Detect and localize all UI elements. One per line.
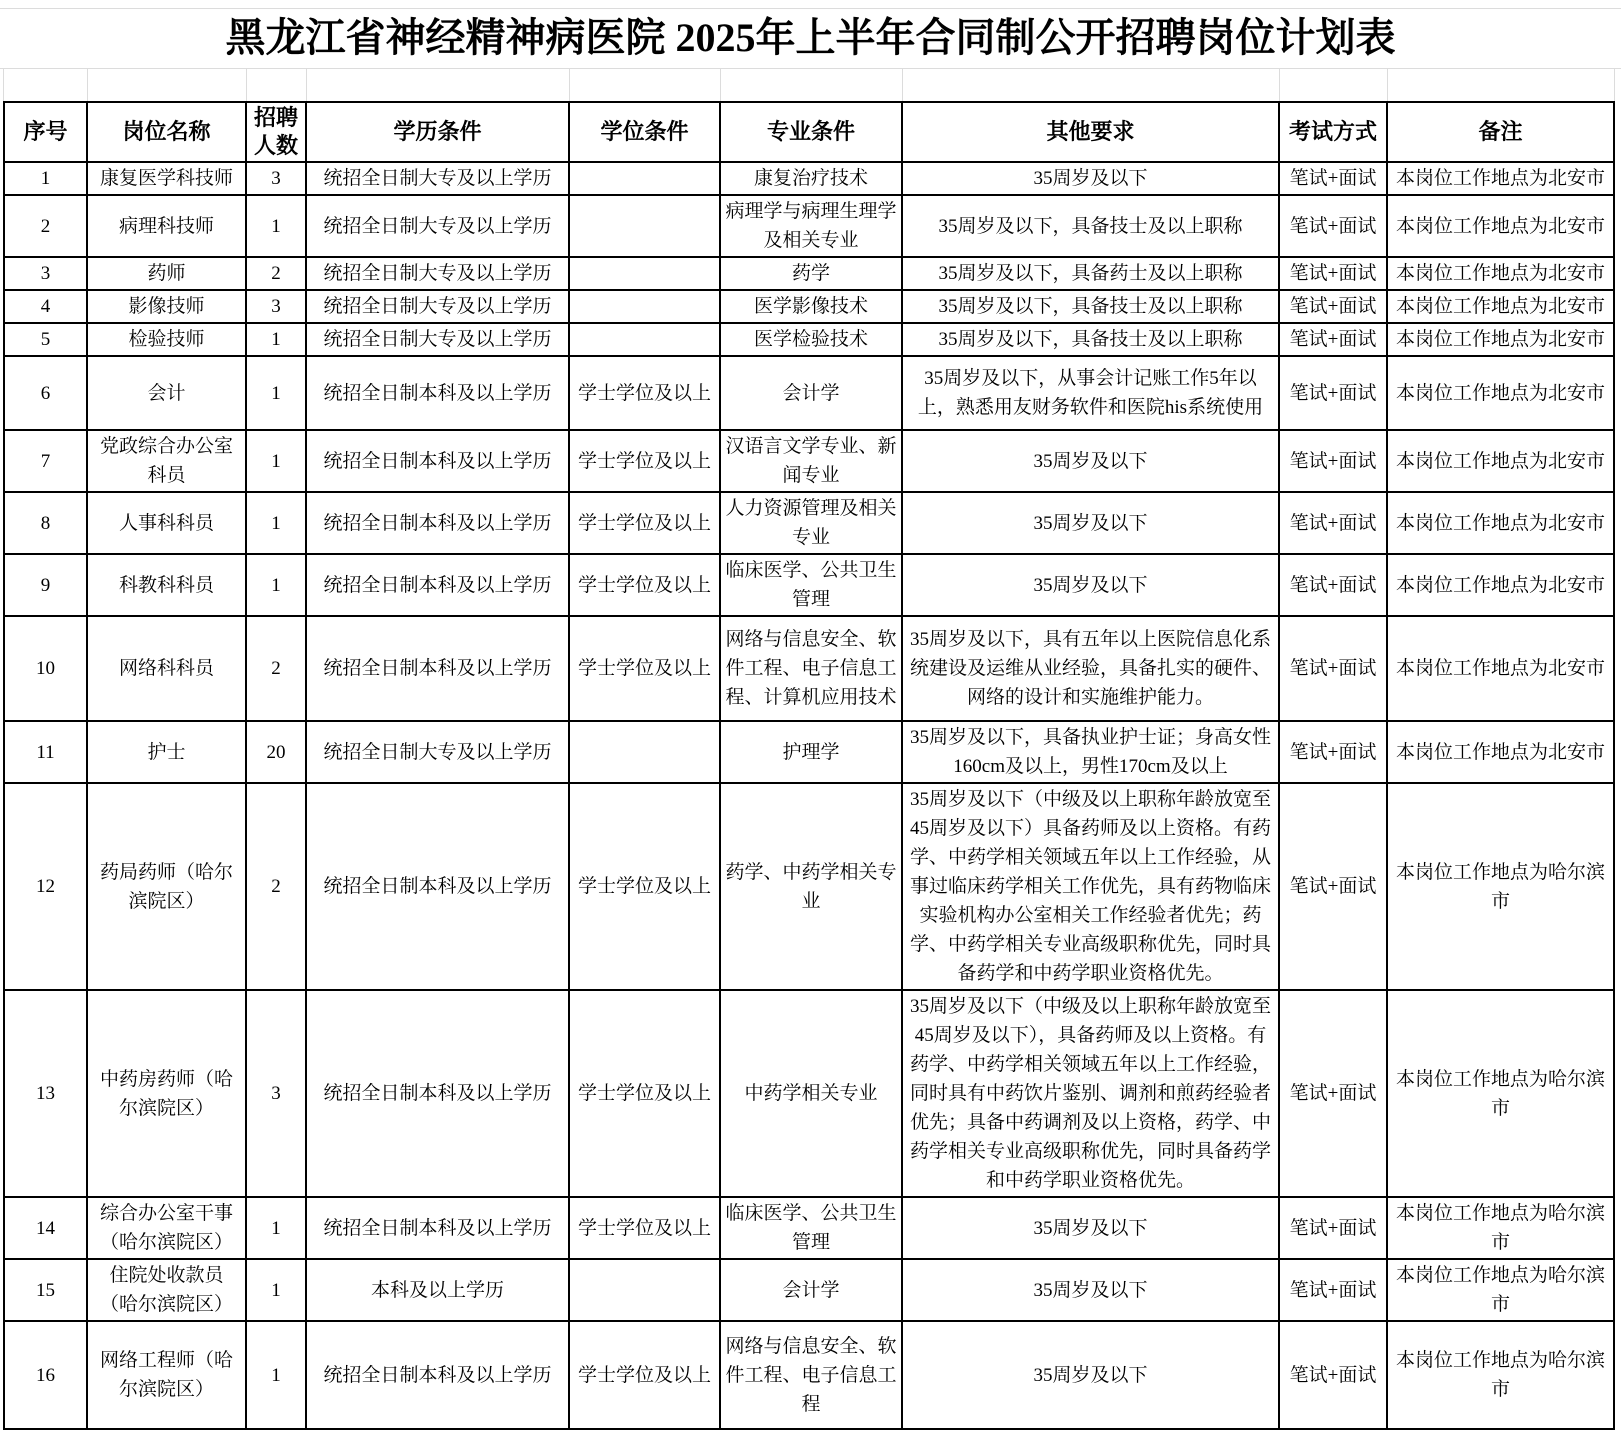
cell-education-requirement: 统招全日制大专及以上学历 — [306, 323, 569, 356]
cell-education-requirement: 统招全日制大专及以上学历 — [306, 257, 569, 290]
cell-position-name: 科教科科员 — [87, 554, 246, 616]
cell-remark: 本岗位工作地点为北安市 — [1387, 257, 1614, 290]
cell-remark: 本岗位工作地点为北安市 — [1387, 616, 1614, 721]
table-row — [4, 356, 1614, 430]
cell-remark: 本岗位工作地点为哈尔滨市 — [1387, 990, 1614, 1197]
cell-degree-requirement: 学士学位及以上 — [569, 783, 720, 990]
cell-position-name: 综合办公室干事（哈尔滨院区） — [87, 1197, 246, 1259]
cell-education-requirement: 统招全日制本科及以上学历 — [306, 783, 569, 990]
recruitment-table — [3, 101, 1615, 1430]
cell-index: 6 — [4, 356, 87, 430]
cell-remark: 本岗位工作地点为哈尔滨市 — [1387, 1259, 1614, 1321]
cell-degree-requirement — [569, 323, 720, 356]
cell-index: 3 — [4, 257, 87, 290]
cell-headcount: 1 — [246, 195, 306, 257]
table-row — [4, 195, 1614, 257]
cell-position-name: 会计 — [87, 356, 246, 430]
gridline — [902, 69, 903, 102]
cell-education-requirement: 统招全日制大专及以上学历 — [306, 162, 569, 195]
cell-other-requirements: 35周岁及以下，具备执业护士证；身高女性160cm及以上，男性170cm及以上 — [902, 721, 1279, 783]
cell-degree-requirement: 学士学位及以上 — [569, 990, 720, 1197]
cell-major-requirement: 药学 — [720, 257, 902, 290]
cell-headcount: 1 — [246, 323, 306, 356]
cell-exam-method: 笔试+面试 — [1279, 290, 1387, 323]
cell-headcount: 2 — [246, 257, 306, 290]
cell-degree-requirement: 学士学位及以上 — [569, 616, 720, 721]
cell-other-requirements: 35周岁及以下 — [902, 492, 1279, 554]
cell-education-requirement: 统招全日制本科及以上学历 — [306, 554, 569, 616]
cell-degree-requirement: 学士学位及以上 — [569, 430, 720, 492]
cell-education-requirement: 统招全日制本科及以上学历 — [306, 1197, 569, 1259]
cell-major-requirement: 医学影像技术 — [720, 290, 902, 323]
gridline — [3, 69, 4, 102]
cell-index: 10 — [4, 616, 87, 721]
gridline — [720, 69, 721, 102]
cell-major-requirement: 网络与信息安全、软件工程、电子信息工程 — [720, 1321, 902, 1429]
cell-other-requirements: 35周岁及以下，具有五年以上医院信息化系统建设及运维从业经验，具备扎实的硬件、网络的设计和实施维护能力。 — [902, 616, 1279, 721]
gridline — [87, 69, 88, 102]
cell-index: 7 — [4, 430, 87, 492]
cell-other-requirements: 35周岁及以下（中级及以上职称年龄放宽至45周岁及以下），具备药师及以上资格。有药学、中药学相关领域五年以上工作经验，同时具有中药饮片鉴别、调剂和煎药经验者优先；具备中药调剂及以上资格，药学、中药学相关专业高级职称优先，同时具备药学和中药学职业资格优先。 — [902, 990, 1279, 1197]
cell-index: 14 — [4, 1197, 87, 1259]
cell-index: 12 — [4, 783, 87, 990]
cell-education-requirement: 统招全日制本科及以上学历 — [306, 492, 569, 554]
cell-exam-method: 笔试+面试 — [1279, 1197, 1387, 1259]
table-row — [4, 323, 1614, 356]
cell-major-requirement: 中药学相关专业 — [720, 990, 902, 1197]
cell-other-requirements: 35周岁及以下，具备技士及以上职称 — [902, 195, 1279, 257]
cell-degree-requirement — [569, 721, 720, 783]
cell-headcount: 3 — [246, 990, 306, 1197]
cell-position-name: 网络科科员 — [87, 616, 246, 721]
cell-headcount: 1 — [246, 356, 306, 430]
cell-position-name: 检验技师 — [87, 323, 246, 356]
cell-index: 2 — [4, 195, 87, 257]
cell-index: 4 — [4, 290, 87, 323]
header-cell-index: 序号 — [4, 102, 87, 162]
gridline — [246, 69, 247, 102]
cell-major-requirement: 药学、中药学相关专业 — [720, 783, 902, 990]
cell-headcount: 2 — [246, 783, 306, 990]
cell-remark: 本岗位工作地点为北安市 — [1387, 162, 1614, 195]
table-row — [4, 430, 1614, 492]
page-title: 黑龙江省神经精神病医院 2025年上半年合同制公开招聘岗位计划表 — [225, 15, 1396, 60]
cell-exam-method: 笔试+面试 — [1279, 990, 1387, 1197]
cell-other-requirements: 35周岁及以下 — [902, 162, 1279, 195]
cell-index: 1 — [4, 162, 87, 195]
header-row — [4, 102, 1614, 162]
cell-major-requirement: 护理学 — [720, 721, 902, 783]
cell-remark: 本岗位工作地点为哈尔滨市 — [1387, 1321, 1614, 1429]
cell-headcount: 1 — [246, 1197, 306, 1259]
cell-headcount: 1 — [246, 554, 306, 616]
cell-major-requirement: 病理学与病理生理学及相关专业 — [720, 195, 902, 257]
table-row — [4, 290, 1614, 323]
cell-exam-method: 笔试+面试 — [1279, 1321, 1387, 1429]
cell-position-name: 药师 — [87, 257, 246, 290]
cell-position-name: 党政综合办公室科员 — [87, 430, 246, 492]
cell-index: 5 — [4, 323, 87, 356]
cell-degree-requirement: 学士学位及以上 — [569, 356, 720, 430]
table-row — [4, 1321, 1614, 1429]
cell-education-requirement: 统招全日制大专及以上学历 — [306, 290, 569, 323]
gridline — [1279, 69, 1280, 102]
cell-headcount: 20 — [246, 721, 306, 783]
cell-other-requirements: 35周岁及以下 — [902, 430, 1279, 492]
cell-degree-requirement: 学士学位及以上 — [569, 492, 720, 554]
cell-position-name: 住院处收款员（哈尔滨院区） — [87, 1259, 246, 1321]
cell-other-requirements: 35周岁及以下 — [902, 1321, 1279, 1429]
cell-index: 15 — [4, 1259, 87, 1321]
cell-headcount: 3 — [246, 290, 306, 323]
cell-education-requirement: 统招全日制大专及以上学历 — [306, 721, 569, 783]
cell-education-requirement: 统招全日制本科及以上学历 — [306, 430, 569, 492]
cell-index: 9 — [4, 554, 87, 616]
cell-major-requirement: 人力资源管理及相关专业 — [720, 492, 902, 554]
table-row — [4, 492, 1614, 554]
cell-education-requirement: 统招全日制本科及以上学历 — [306, 356, 569, 430]
cell-index: 11 — [4, 721, 87, 783]
cell-exam-method: 笔试+面试 — [1279, 616, 1387, 721]
cell-exam-method: 笔试+面试 — [1279, 257, 1387, 290]
cell-remark: 本岗位工作地点为哈尔滨市 — [1387, 783, 1614, 990]
cell-exam-method: 笔试+面试 — [1279, 492, 1387, 554]
cell-degree-requirement — [569, 1259, 720, 1321]
cell-position-name: 影像技师 — [87, 290, 246, 323]
header-cell-other-requirements: 其他要求 — [902, 102, 1279, 162]
cell-exam-method: 笔试+面试 — [1279, 721, 1387, 783]
cell-headcount: 1 — [246, 430, 306, 492]
cell-remark: 本岗位工作地点为北安市 — [1387, 195, 1614, 257]
cell-position-name: 康复医学科技师 — [87, 162, 246, 195]
cell-exam-method: 笔试+面试 — [1279, 195, 1387, 257]
table-row — [4, 990, 1614, 1197]
cell-remark: 本岗位工作地点为北安市 — [1387, 323, 1614, 356]
cell-education-requirement: 统招全日制本科及以上学历 — [306, 990, 569, 1197]
cell-major-requirement: 汉语言文学专业、新闻专业 — [720, 430, 902, 492]
header-cell-headcount: 招聘人数 — [246, 102, 306, 162]
cell-education-requirement: 本科及以上学历 — [306, 1259, 569, 1321]
cell-remark: 本岗位工作地点为北安市 — [1387, 290, 1614, 323]
cell-degree-requirement — [569, 257, 720, 290]
cell-position-name: 中药房药师（哈尔滨院区） — [87, 990, 246, 1197]
cell-exam-method: 笔试+面试 — [1279, 1259, 1387, 1321]
table-row — [4, 1197, 1614, 1259]
table-row — [4, 783, 1614, 990]
cell-remark: 本岗位工作地点为北安市 — [1387, 554, 1614, 616]
cell-headcount: 2 — [246, 616, 306, 721]
spacer-row — [0, 68, 1621, 102]
header-cell-position: 岗位名称 — [87, 102, 246, 162]
cell-index: 13 — [4, 990, 87, 1197]
cell-position-name: 药局药师（哈尔滨院区） — [87, 783, 246, 990]
cell-remark: 本岗位工作地点为北安市 — [1387, 721, 1614, 783]
table-row — [4, 257, 1614, 290]
cell-degree-requirement — [569, 195, 720, 257]
cell-other-requirements: 35周岁及以下，具备药士及以上职称 — [902, 257, 1279, 290]
cell-other-requirements: 35周岁及以下，从事会计记账工作5年以上，熟悉用友财务软件和医院his系统使用 — [902, 356, 1279, 430]
cell-degree-requirement — [569, 162, 720, 195]
cell-remark: 本岗位工作地点为哈尔滨市 — [1387, 1197, 1614, 1259]
table-row — [4, 616, 1614, 721]
cell-headcount: 1 — [246, 1321, 306, 1429]
gridline — [1387, 69, 1388, 102]
cell-other-requirements: 35周岁及以下 — [902, 1259, 1279, 1321]
cell-degree-requirement — [569, 290, 720, 323]
header-cell-exam-method: 考试方式 — [1279, 102, 1387, 162]
header-cell-degree: 学位条件 — [569, 102, 720, 162]
cell-other-requirements: 35周岁及以下，具备技士及以上职称 — [902, 290, 1279, 323]
cell-major-requirement: 临床医学、公共卫生管理 — [720, 1197, 902, 1259]
cell-exam-method: 笔试+面试 — [1279, 554, 1387, 616]
cell-position-name: 病理科技师 — [87, 195, 246, 257]
cell-other-requirements: 35周岁及以下（中级及以上职称年龄放宽至45周岁及以下）具备药师及以上资格。有药学、中药学相关领域五年以上工作经验，从事过临床药学相关工作优先，具有药物临床实验机构办公室相关工作经验者优先；药学、中药学相关专业高级职称优先，同时具备药学和中药学职业资格优先。 — [902, 783, 1279, 990]
cell-other-requirements: 35周岁及以下 — [902, 554, 1279, 616]
table-row — [4, 1259, 1614, 1321]
cell-major-requirement: 会计学 — [720, 1259, 902, 1321]
table-row — [4, 554, 1614, 616]
cell-index: 16 — [4, 1321, 87, 1429]
cell-position-name: 人事科科员 — [87, 492, 246, 554]
cell-major-requirement: 康复治疗技术 — [720, 162, 902, 195]
gridline — [1614, 69, 1615, 102]
cell-major-requirement: 医学检验技术 — [720, 323, 902, 356]
cell-exam-method: 笔试+面试 — [1279, 356, 1387, 430]
cell-position-name: 护士 — [87, 721, 246, 783]
cell-remark: 本岗位工作地点为北安市 — [1387, 356, 1614, 430]
cell-education-requirement: 统招全日制本科及以上学历 — [306, 616, 569, 721]
cell-headcount: 3 — [246, 162, 306, 195]
cell-index: 8 — [4, 492, 87, 554]
header-cell-education: 学历条件 — [306, 102, 569, 162]
cell-position-name: 网络工程师（哈尔滨院区） — [87, 1321, 246, 1429]
cell-major-requirement: 会计学 — [720, 356, 902, 430]
table-row — [4, 721, 1614, 783]
gridline — [306, 69, 307, 102]
cell-remark: 本岗位工作地点为北安市 — [1387, 430, 1614, 492]
cell-degree-requirement: 学士学位及以上 — [569, 1321, 720, 1429]
cell-other-requirements: 35周岁及以下 — [902, 1197, 1279, 1259]
cell-exam-method: 笔试+面试 — [1279, 162, 1387, 195]
cell-exam-method: 笔试+面试 — [1279, 323, 1387, 356]
cell-exam-method: 笔试+面试 — [1279, 430, 1387, 492]
cell-exam-method: 笔试+面试 — [1279, 783, 1387, 990]
cell-major-requirement: 网络与信息安全、软件工程、电子信息工程、计算机应用技术 — [720, 616, 902, 721]
cell-other-requirements: 35周岁及以下，具备技士及以上职称 — [902, 323, 1279, 356]
cell-headcount: 1 — [246, 1259, 306, 1321]
header-cell-major: 专业条件 — [720, 102, 902, 162]
cell-degree-requirement: 学士学位及以上 — [569, 1197, 720, 1259]
cell-remark: 本岗位工作地点为北安市 — [1387, 492, 1614, 554]
cell-major-requirement: 临床医学、公共卫生管理 — [720, 554, 902, 616]
table-row — [4, 162, 1614, 195]
gridline — [569, 69, 570, 102]
cell-education-requirement: 统招全日制大专及以上学历 — [306, 195, 569, 257]
cell-education-requirement: 统招全日制本科及以上学历 — [306, 1321, 569, 1429]
cell-headcount: 1 — [246, 492, 306, 554]
cell-degree-requirement: 学士学位及以上 — [569, 554, 720, 616]
header-cell-remark: 备注 — [1387, 102, 1614, 162]
